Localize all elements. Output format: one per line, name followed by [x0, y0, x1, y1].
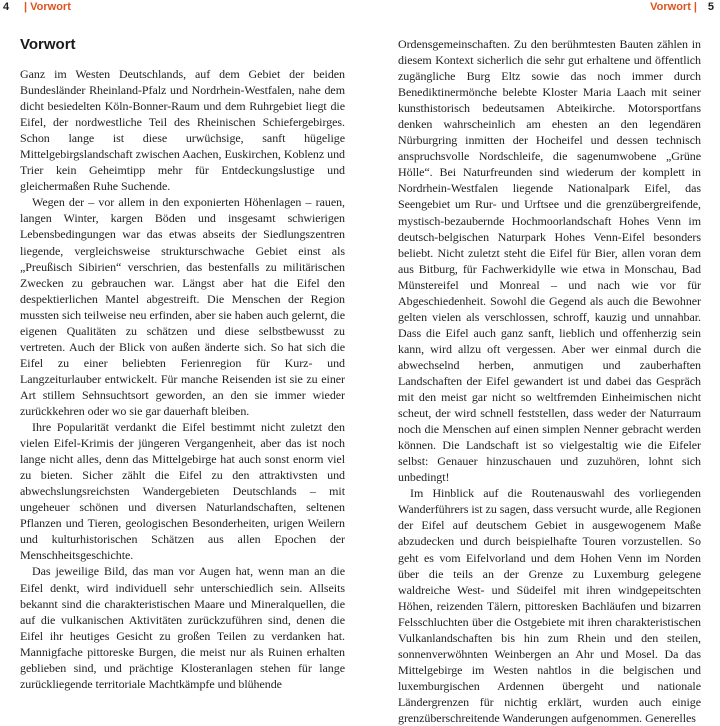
right-page: [398, 36, 701, 725]
paragraph: Ganz im Westen Deutschlands, auf dem Gebiet der beiden Bundesländer Rheinland-Pfalz und Nordrhein-Westfalen, nahe dem dicht besiedelten Köln-Bonner-Raum und dem Ruhrgebiet liegt die Eifel, der nordwestliche Teil des Rheinischen Schiefergebirges. Schon lange ist diese urwüchsige, sanft hügelige Mittelgebirgslandschaft zwischen Aachen, Euskirchen, Koblenz und Trier kein Geheimtipp mehr für Entdeckungslustige und gleichermaßen Ruhe Suchende.: [20, 67, 345, 194]
right-running-title: Vorwort |: [650, 1, 697, 13]
paragraph: Ordensgemeinschaften. Zu den berühmtesten Bauten zählen in diesem Kontext sicherlich die sehr gut erhaltene und öffentlich zugängliche Burg Eltz sowie das noch immer durch Benediktinermönche belebte Kloster Maria Laach mit seiner kunsthistorisch bedeutsamen Abteikirche. Motorsportfans denken wahrscheinlich am ehesten an den legendären Nürburgring inmitten der Hocheifel und dessen technisch anspruchsvolle Nordschleife, die sagenumwobene „Grüne Hölle“. Bei Naturfreunden sind wiederum der komplett in Nordrhein-Westfalen liegende Nationalpark Eifel, das Seengebiet um Rur- und Urftsee und die grenzübergreifende, mystisch-bezaubernde Hochmoorlandschaft Hohes Venn im deutsch-belgischen Naturpark Hohes Venn-Eifel besonders beliebt. Nicht zuletzt steht die Eifel für Bier, allen voran dem aus Bitburg, für Fachwerkidylle wie etwa in Monschau, Bad Münstereifel und Monreal – und nach wie vor für Abgeschiedenheit. Sowohl die Gegend als auch die Bewohner gelten vielen als verschlossen, schroff, kauzig und unnahbar. Dass die Eifel auch ganz sanft, lieblich und offenherzig sein kann, wird allzu oft vergessen. Aber wer einmal durch die abwechselnd herben, anmutigen und zauberhaften Landschaften der Eifel gewandert ist und dabei das Gespräch mit den meist gar nicht so weltfremden Einheimischen nicht scheut, der wird schnell feststellen, dass weder der Naturraum noch die Menschen auf einen simplen Nenner gebracht werden können. Die Landschaft ist so vielgestaltig wie die Eifeler selbst: Genauer hinzuschauen und zuzuhören, lohnt sich unbedingt!: [398, 37, 701, 485]
left-running-title: | Vorwort: [24, 1, 71, 13]
paragraph: Im Hinblick auf die Routenauswahl des vorliegenden Wanderführers ist zu sagen, dass versucht wurde, alle Regionen der Eifel auf deutschem Gebiet in ausgewogenem Maße abzudecken und durch beispielhafte Touren vorzustellen. So geht es vom Eifelvorland und dem Hohen Venn im Norden über die teils an der Grenze zu Luxemburg gelegene waldreiche West- und Südeifel mit ihren windgepeitschten Höhen, reizenden Tälern, pittoresken Bachläufen und bizarren Felsschluchten über die Ostgebiete mit ihren charakteristischen Vulkanlandschaften bis hin zum Rhein und den steilen, sonnenverwöhnten Weinbergen an Ahr und Mosel. Da das Mittelgebirge im Westen nahtlos in die belgischen und luxemburgischen Ardennen übergeht und nationale Ländergrenzen für nichtig erklärt, wurden auch einige grenzüberschreitende Wanderungen aufgenommen. Generelles: [398, 486, 701, 725]
left-page: [20, 36, 345, 691]
paragraph: Das jeweilige Bild, das man vor Augen hat, wenn man an die Eifel denkt, wird individuell sehr unterschiedlich sein. Allseits bekannt sind die charakteristischen Maare und Mineralquellen, die auf die vulkanischen Aktivitäten zurückzuführen sind, denen die Eifel ihr heutiges Gesicht zu großen Teilen zu verdanken hat. Mannigfache pittoreske Burgen, die meist nur als Ruinen erhalten geblieben sind, und prächtige Klosteranlagen stehen für lange zurückliegende territoriale Machtkämpfe und blühende: [20, 564, 345, 691]
paragraph: Wegen der – vor allem in den exponierten Höhenlagen – rauen, langen Winter, kargen Böden und insgesamt schwierigen Lebensbedingungen war das etwas abseits der Siedlungszentren liegende, vergleichsweise strukturschwache Gebiet einst als „Preußisch Sibirien“ verschrien, das bestenfalls zu militärischen Zwecken zu gebrauchen war. Längst aber hat die Eifel den despektierlichen Mantel abgestreift. Die Menschen der Region mussten sich teilweise neu erfinden, aber sie haben auch gelernt, die eigenen Qualitäten zu schätzen und diese selbstbewusst zu vertreten. Auch der Blick von außen änderte sich. So hat sich die Eifel zu einer beliebten Ferienregion für Kurz- und Langzeiturlauber entwickelt. Für manche Reisenden ist sie zu einer Art stillem Sehnsuchtsort geworden, an den sie immer wieder zurückkehren oder wo sie gar dauerhaft bleiben.: [20, 195, 345, 418]
left-page-number: 4: [3, 1, 10, 13]
right-page-number: 5: [707, 1, 714, 13]
paragraph: Ihre Popularität verdankt die Eifel bestimmt nicht zuletzt den vielen Eifel-Krimis der jüngeren Vergangenheit, aber das ist noch lange nicht alles, denn das Mittelgebirge hat auch sonst enorm viel zu bieten. Sicher zählt die Eifel zu den attraktivsten und abwechslungsreichsten Wandergebieten Deutschlands – mit ungeheuer schönen und diversen Naturlandschaften, seltenen Pflanzen und Tieren, geologischen Besonderheiten, urigen Weilern und kulturhistorischen Schätzen aus allen Epochen der Menschheitsgeschichte.: [20, 420, 345, 563]
page-header: [0, 0, 720, 16]
chapter-title: Vorwort: [20, 36, 76, 53]
